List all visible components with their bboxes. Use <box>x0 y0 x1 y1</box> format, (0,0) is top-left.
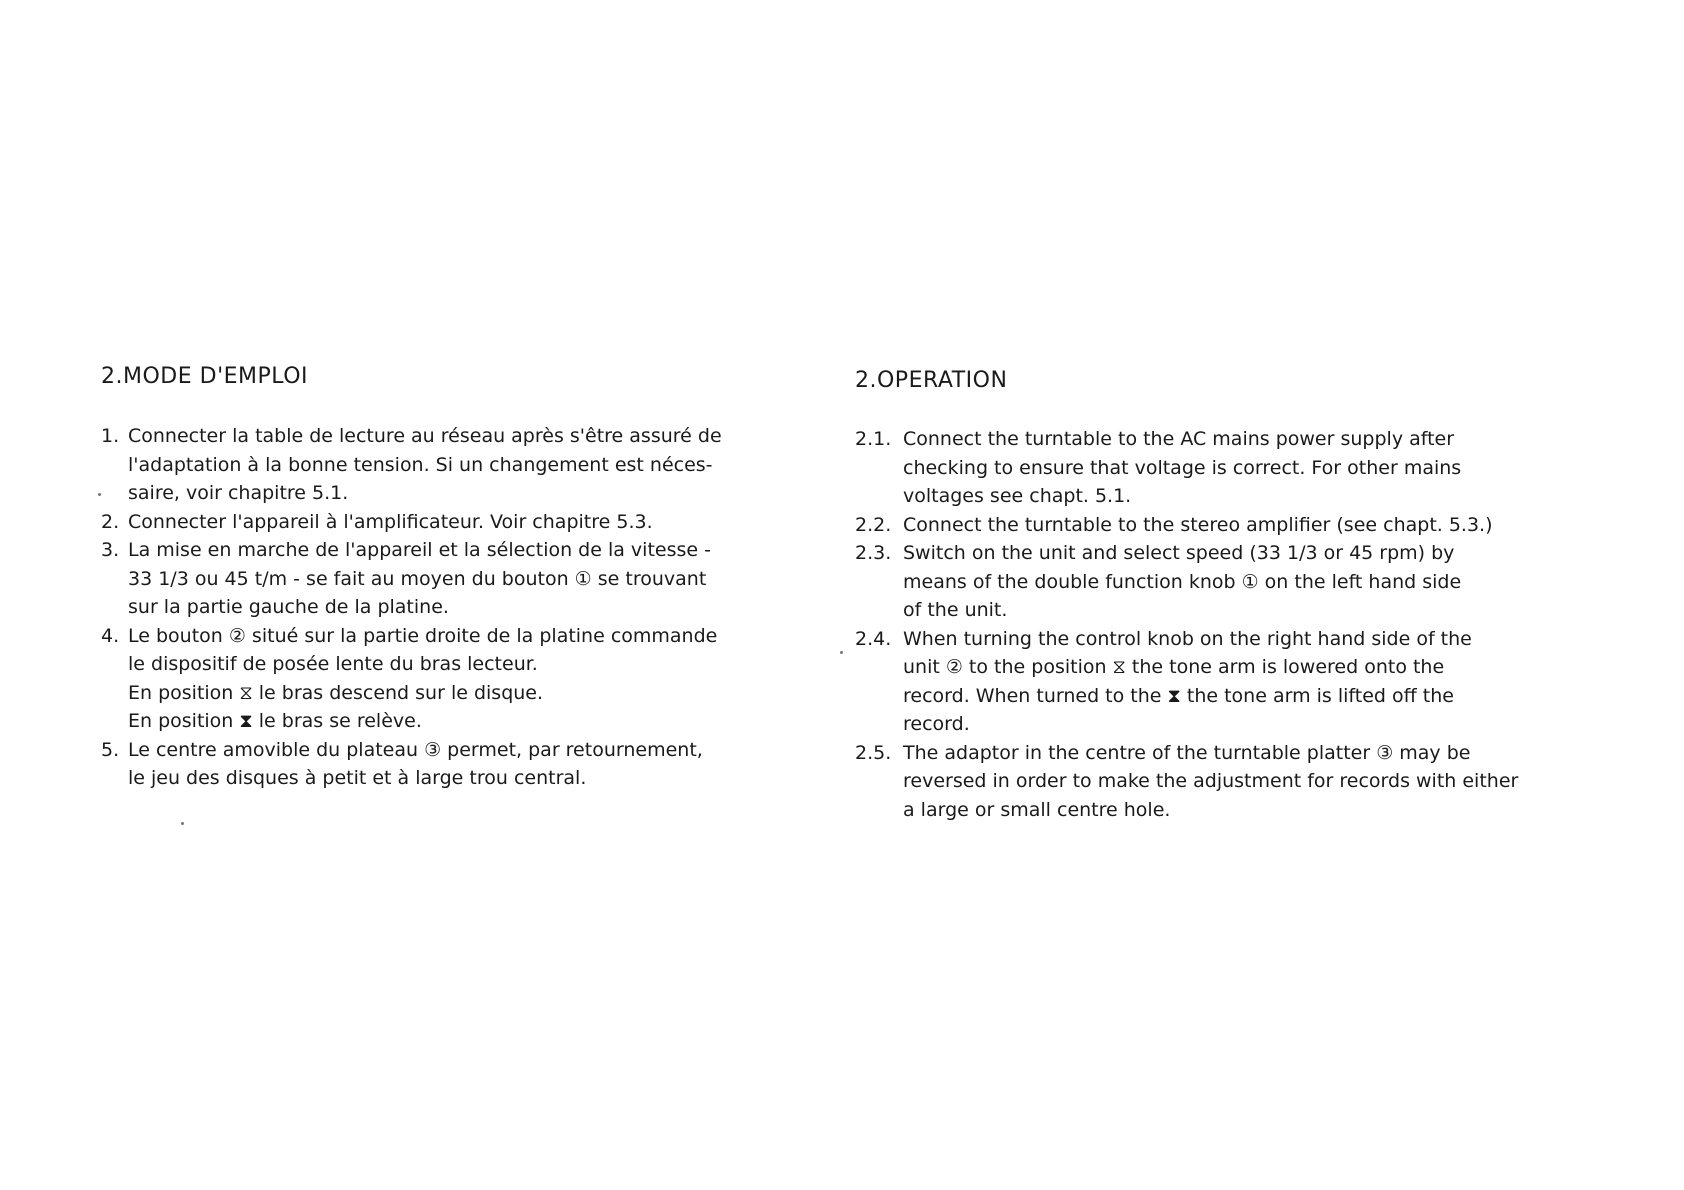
french-item-5-line-2: le jeu des disques à petit et à large trou central. <box>128 767 587 789</box>
english-item-2-4-line-4: record. <box>903 713 970 735</box>
french-item-4 <box>101 622 813 736</box>
french-item-5-number: 5. <box>101 738 120 761</box>
english-item-2-2 <box>855 511 1607 540</box>
english-item-2-5-line-2: reversed in order to make the adjustment for records with either <box>903 770 1519 792</box>
english-item-2-4-line-2: unit ② to the position ⧖ the tone arm is lowered onto the <box>903 656 1445 678</box>
english-item-2-4-line-1: When turning the control knob on the right hand side of the <box>903 627 1472 650</box>
french-item-3-line-2: 33 1/3 ou 45 t/m - se fait au moyen du bouton ① se trouvant <box>128 567 707 590</box>
scan-speck <box>181 822 184 825</box>
french-item-3-number: 3. <box>101 539 120 561</box>
french-item-5 <box>101 736 813 793</box>
english-item-2-1-line-2: checking to ensure that voltage is correct. For other mains <box>903 456 1462 479</box>
french-item-3-line-3: sur la partie gauche de la platine. <box>128 596 449 618</box>
english-item-2-1-line-3: voltages see chapt. 5.1. <box>903 485 1132 507</box>
french-item-4-line-2: le dispositif de posée lente du bras lecteur. <box>128 653 538 675</box>
french-item-3 <box>101 536 813 622</box>
english-item-2-5-line-1: The adaptor in the centre of the turntable platter ③ may be <box>903 741 1471 764</box>
english-item-2-1-line-1: Connect the turntable to the AC mains power supply after <box>903 428 1455 450</box>
french-item-2-number: 2. <box>101 510 120 533</box>
french-item-1-line-2: l'adaptation à la bonne tension. Si un changement est néces- <box>128 453 713 476</box>
english-instruction-list <box>855 425 1607 824</box>
french-item-1-number: 1. <box>101 425 120 447</box>
english-item-2-2-number: 2.2. <box>855 513 892 536</box>
scan-speck <box>98 493 101 496</box>
english-item-2-4 <box>855 625 1607 739</box>
english-item-2-3-line-3: of the unit. <box>903 599 1008 621</box>
english-item-2-5-line-3: a large or small centre hole. <box>903 798 1171 821</box>
french-item-4-line-1: Le bouton ② situé sur la partie droite de la platine commande <box>128 624 718 647</box>
english-item-2-3-number: 2.3. <box>855 542 892 564</box>
english-item-2-4-line-3: record. When turned to the ⧗ the tone arm is lifted off the <box>903 684 1454 707</box>
english-item-2-1 <box>855 425 1607 511</box>
english-item-2-3-line-2: means of the double function knob ① on the left hand side <box>903 570 1462 593</box>
french-item-2-line-1: Connecter l'appareil à l'amplificateur. Voir chapitre 5.3. <box>128 510 653 533</box>
english-item-2-2-line-1: Connect the turntable to the stereo amplifier (see chapt. 5.3.) <box>903 513 1493 536</box>
scan-speck <box>840 651 843 654</box>
english-item-2-4-number: 2.4. <box>855 627 892 650</box>
french-item-1 <box>101 422 813 508</box>
french-item-4-number: 4. <box>101 624 120 647</box>
french-item-3-line-1: La mise en marche de l'appareil et la sélection de la vitesse - <box>128 539 711 561</box>
english-item-2-3 <box>855 539 1607 625</box>
french-item-4-line-3: En position ⧖ le bras descend sur le disque. <box>128 681 544 704</box>
french-heading: 2.MODE D'EMPLOI <box>101 364 309 389</box>
english-item-2-5 <box>855 739 1607 825</box>
english-item-2-5-number: 2.5. <box>855 741 892 764</box>
french-instruction-list <box>101 422 813 793</box>
french-item-1-line-3: saire, voir chapitre 5.1. <box>128 482 349 504</box>
french-item-1-line-1: Connecter la table de lecture au réseau après s'être assuré de <box>128 425 722 447</box>
english-item-2-1-number: 2.1. <box>855 428 892 450</box>
french-item-2 <box>101 508 813 537</box>
english-item-2-3-line-1: Switch on the unit and select speed (33 1/3 or 45 rpm) by <box>903 542 1455 564</box>
english-heading: 2.OPERATION <box>855 368 1008 393</box>
french-item-5-line-1: Le centre amovible du plateau ③ permet, par retournement, <box>128 738 703 761</box>
french-item-4-line-4: En position ⧗ le bras se relève. <box>128 710 422 732</box>
